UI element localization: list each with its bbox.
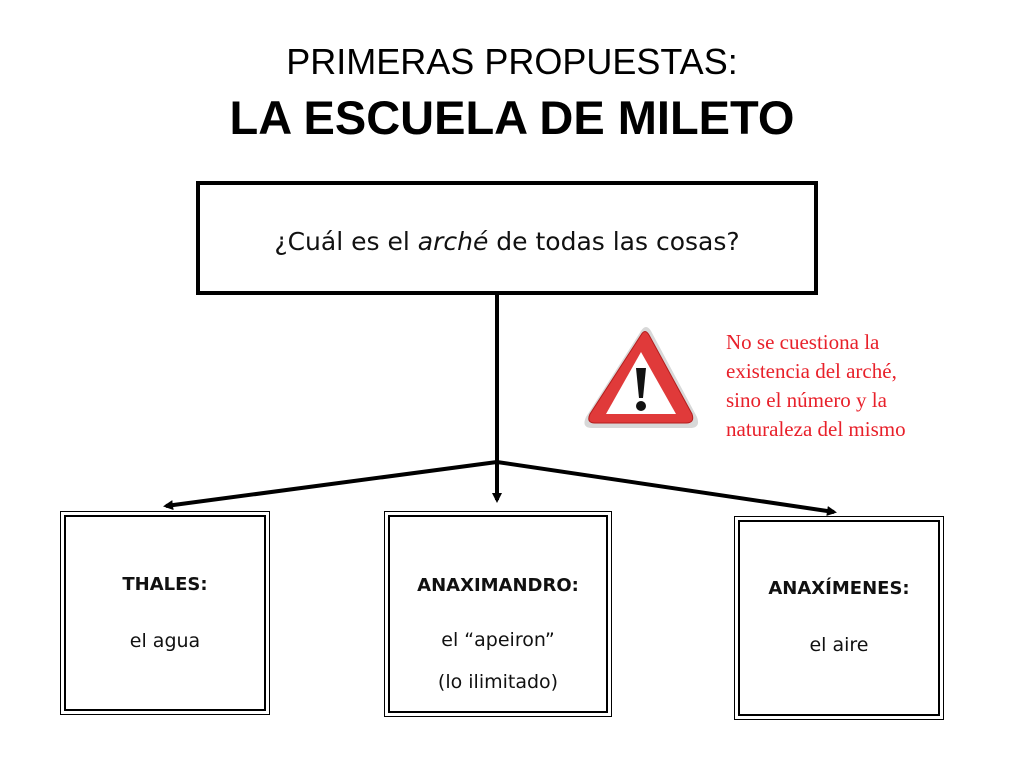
- card-description: el agua: [129, 630, 201, 652]
- card-title: THALES:: [122, 574, 208, 595]
- card-thales: [64, 515, 266, 711]
- slide-title-line2: LA ESCUELA DE MILETO: [229, 91, 795, 144]
- warning-line: sino el número y la: [726, 388, 887, 412]
- question-emphasis: arché: [417, 226, 489, 256]
- card-anaximenes: [738, 520, 940, 716]
- warning-line: naturaleza del mismo: [726, 417, 906, 441]
- card-description: el aire: [809, 634, 869, 656]
- question-prefix: ¿Cuál es el: [274, 226, 418, 256]
- card-description: (lo ilimitado): [437, 671, 559, 693]
- card-anaximandro: [388, 515, 608, 713]
- card-title: ANAXIMANDRO:: [417, 575, 579, 596]
- arrow-to-anaximenes: [497, 462, 834, 512]
- warning-note: [726, 328, 1006, 444]
- question-suffix: de todas las cosas?: [488, 226, 740, 256]
- slide-title-line1: PRIMERAS PROPUESTAS:: [286, 41, 738, 82]
- card-description: el “apeiron”: [441, 629, 555, 651]
- warning-line: existencia del arché,: [726, 359, 897, 383]
- arrow-to-thales: [166, 462, 497, 506]
- warning-triangle-icon: [584, 327, 698, 428]
- card-title: ANAXÍMENES:: [768, 578, 910, 599]
- warning-line: No se cuestiona la: [726, 330, 880, 354]
